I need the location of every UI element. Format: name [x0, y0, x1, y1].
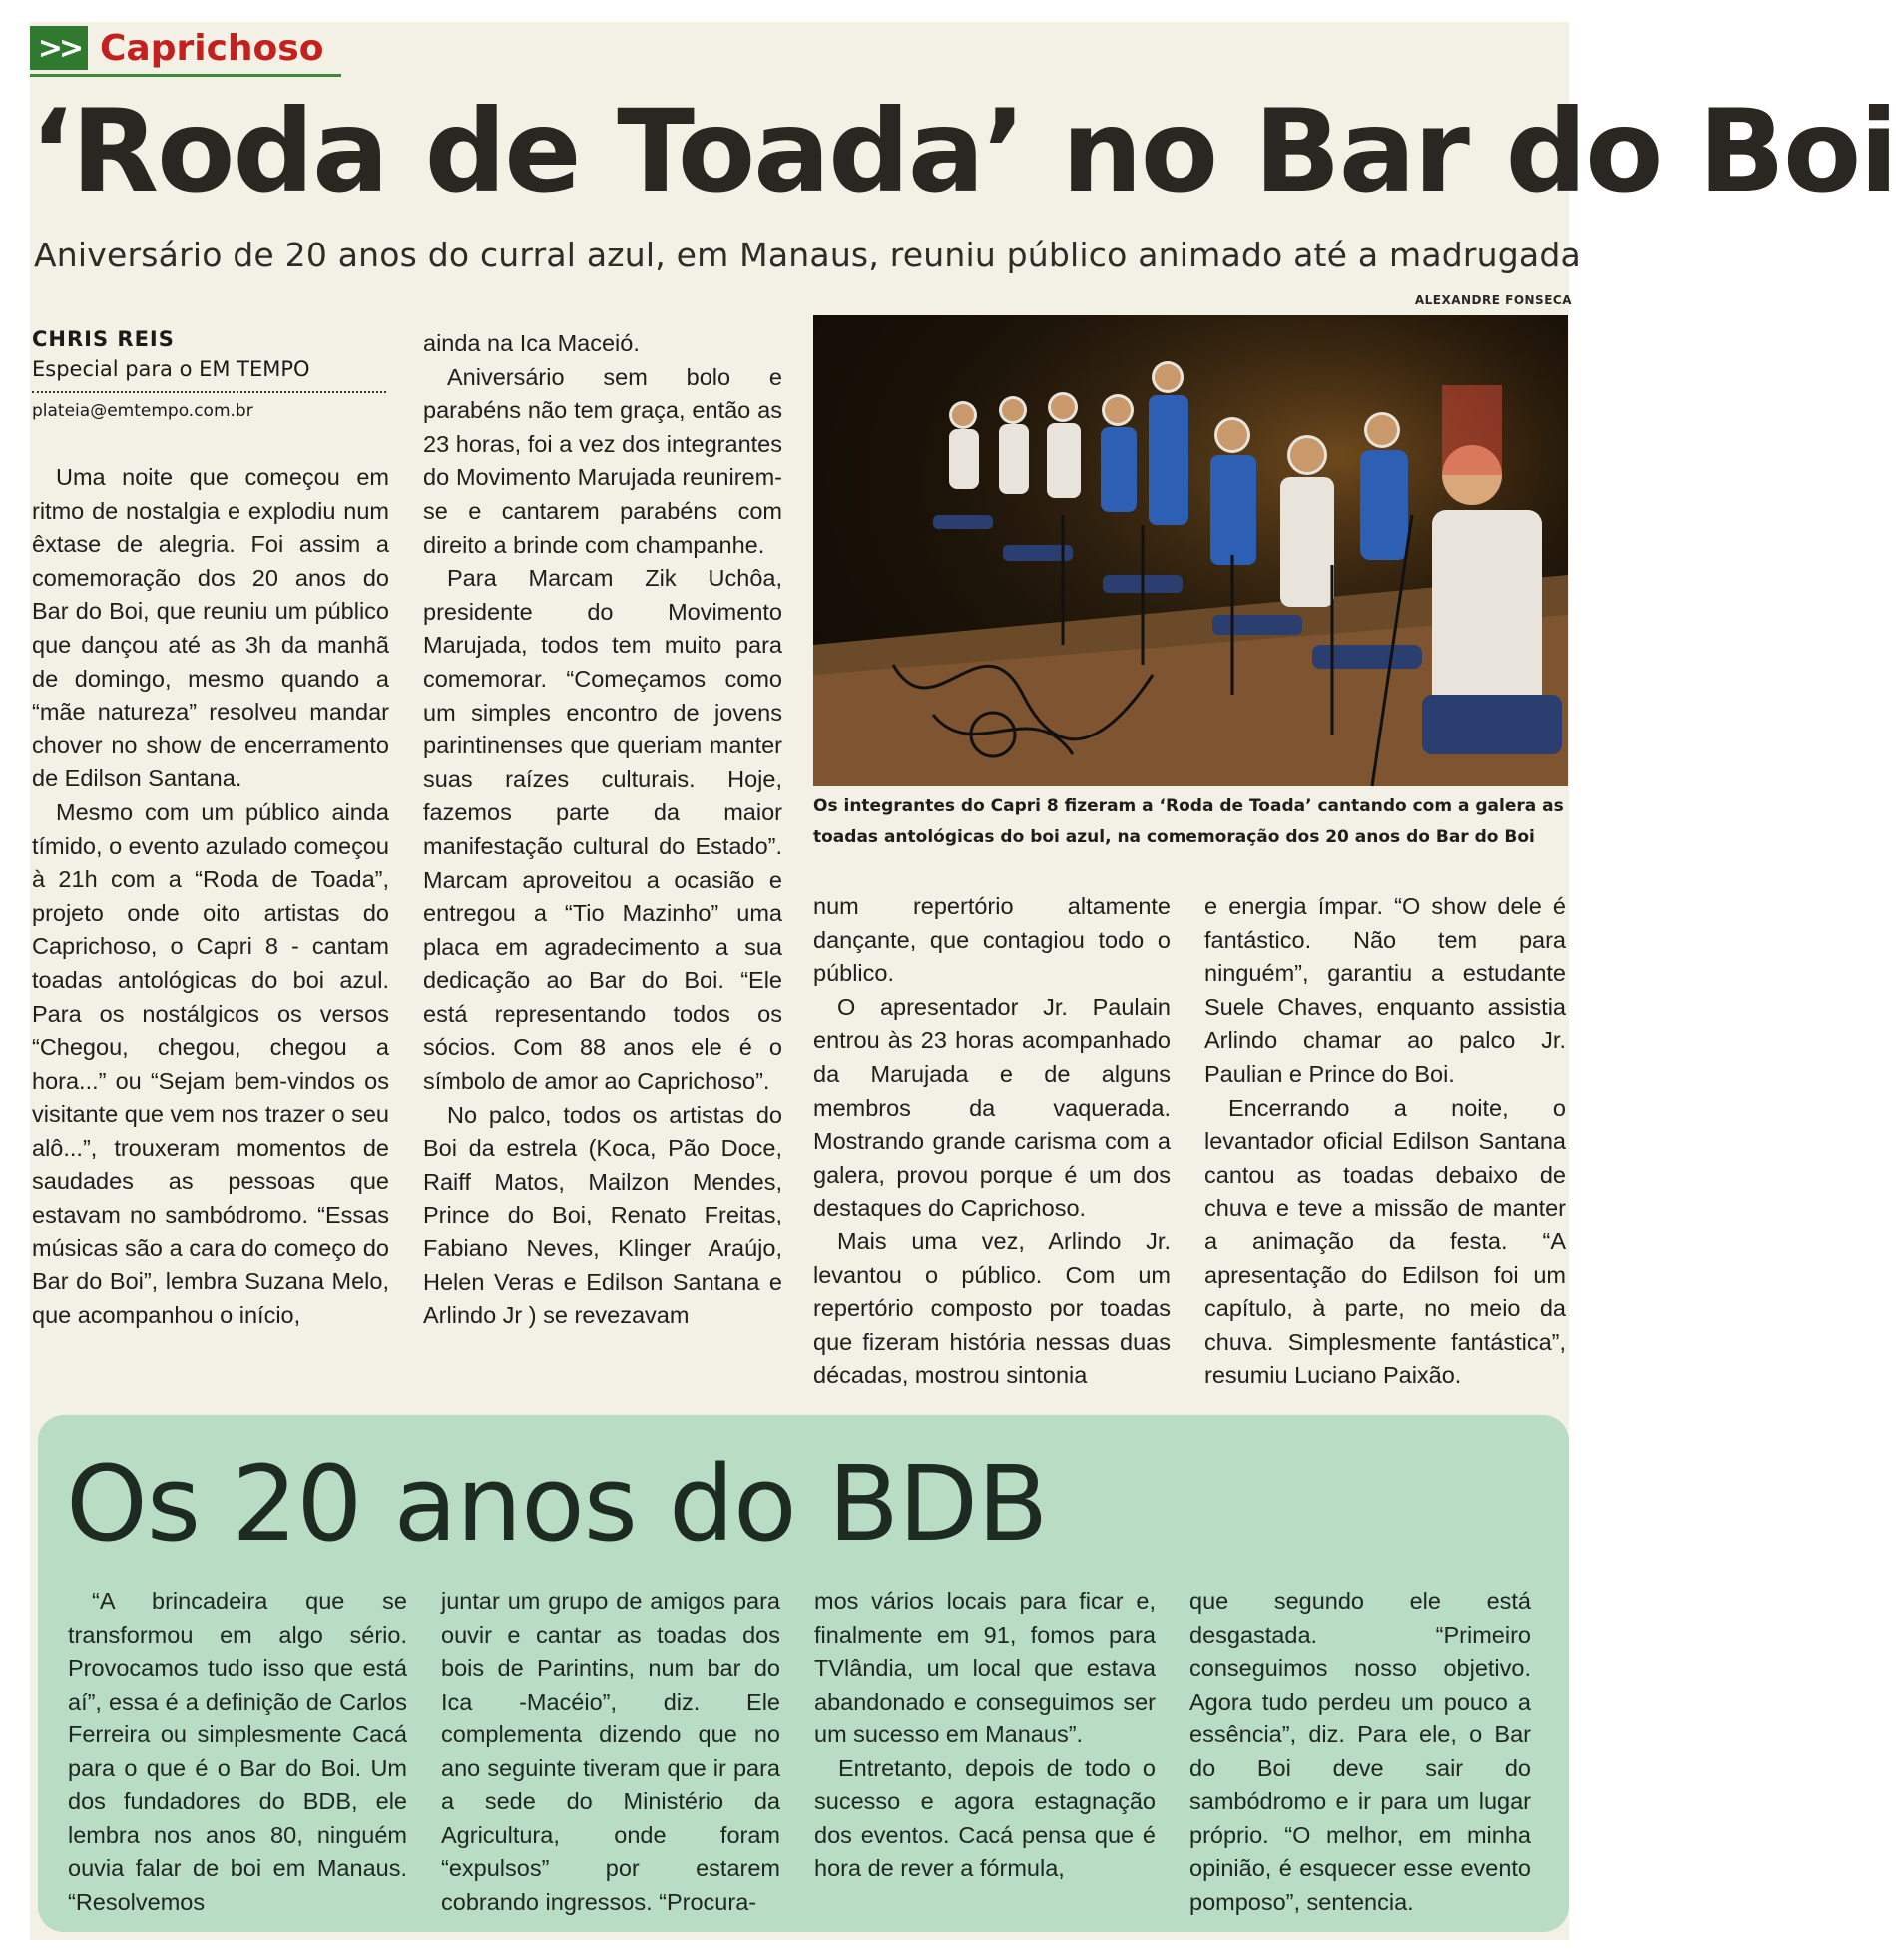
- paragraph: Mesmo com um público ainda tímido, o evento azulado começou à 21h com a “Roda de Toada”, projeto onde oito artistas do Caprichoso, o Capri 8 - cantam toadas antológicas do boi azul. Para os nostálgicos os versos “Chegou, chegou, chegou a hora...” ou “Sejam bem-vindos os visitante que vem nos trazer o seu alô...”, trouxeram momentos de saudades as pessoas que estavam no sambódromo. “Essas músicas são a cara do começo do Bar do Boi”, lembra Suzana Melo, que acompanhou o início,: [32, 798, 389, 1328]
- sidebar-column-3: [814, 1585, 1156, 1886]
- paragraph: Entretanto, depois de todo o sucesso e agora estagnação dos eventos. Cacá pensa que é hora de rever a fórmula,: [814, 1754, 1156, 1881]
- paragraph: O apresentador Jr. Paulain entrou às 23 horas acompanhado da Marujada e de alguns membros da vaquerada. Mostrando grande carisma com a galera, provou porque é um dos destaques do Caprichoso.: [813, 993, 1171, 1222]
- section-tag: [30, 22, 341, 77]
- photo-credit: ALEXANDRE FONSECA: [1414, 293, 1572, 307]
- article-column-2: [423, 327, 782, 1333]
- sidebar-column-4: [1189, 1585, 1531, 1919]
- event-photo: [813, 315, 1568, 786]
- byline: [32, 327, 391, 421]
- paragraph: num repertório altamente dançante, que contagiou todo o público.: [813, 893, 1171, 987]
- article-column-4: [1204, 890, 1566, 1393]
- subheadline: Aniversário de 20 anos do curral azul, em Manaus, reuniu público animado até a madrugada: [34, 236, 1581, 274]
- paragraph: mos vários locais para ficar e, finalmente em 91, fomos para TVlândia, um local que estava abandonado e conseguimos ser um sucesso em Manaus”.: [814, 1588, 1156, 1747]
- paragraph: Para Marcam Zik Uchôa, presidente do Movimento Marujada, todos tem muito para comemorar. “Começamos como um simples encontro de jovens parintinenses que queriam manter suas raízes culturais. Hoje, fazemos parte da maior manifestação cultural do Estado”. Marcam aproveitou a ocasião e entregou a “Tio Mazinho” uma placa em agradecimento a sua dedicação ao Bar do Boi. “Ele está representando todos os sócios. Com 88 anos ele é o símbolo de amor ao Caprichoso”.: [423, 565, 782, 1095]
- paragraph: No palco, todos os artistas do Boi da estrela (Koca, Pão Doce, Raiff Matos, Mailzon Mendes, Prince do Boi, Renato Freitas, Fabiano Neves, Klinger Araújo, Helen Veras e Edilson Santana e Arlindo Jr ) se revezavam: [423, 1101, 782, 1329]
- paragraph: e energia ímpar. “O show dele é fantástico. Não tem para ninguém”, garantiu a estudante Suele Chaves, enquanto assistia Arlindo chamar ao palco Jr. Paulian e Prince do Boi.: [1204, 893, 1566, 1087]
- author-email: plateia@emtempo.com.br: [32, 391, 386, 421]
- section-label: Caprichoso: [100, 27, 324, 69]
- headline: ‘Roda de Toada’ no Bar do Boi: [30, 85, 1896, 218]
- paragraph: que segundo ele está desgastada. “Primeiro conseguimos nosso objetivo. Agora tudo perdeu um pouco a essência”, diz. Para ele, o Bar do Boi deve sair do sambódromo e ir para um lugar próprio. “O melhor, em minha opinião, é esquecer esse evento pomposo”, sentencia.: [1189, 1588, 1531, 1915]
- paragraph: juntar um grupo de amigos para ouvir e cantar as toadas dos bois de Parintins, num bar do Ica -Macéio”, diz. Ele complementa dizendo que no ano seguinte tiveram que ir para a sede do Ministério da Agricultura, onde foram “expulsos” por estarem cobrando ingressos. “Procura-: [441, 1588, 780, 1915]
- article-column-1: [32, 461, 389, 1332]
- author-name: CHRIS REIS: [32, 327, 175, 351]
- article-column-3: [813, 890, 1171, 1393]
- paragraph: Mais uma vez, Arlindo Jr. levantou o público. Com um repertório composto por toadas que fizeram história nessas duas décadas, mostrou sintonia: [813, 1227, 1171, 1389]
- sidebar-title: Os 20 anos do BDB: [66, 1443, 1048, 1565]
- paragraph: Aniversário sem bolo e parabéns não tem graça, então as 23 horas, foi a vez dos integrantes do Movimento Marujada reunirem-se e cantarem parabéns com direito a brinde com champanhe.: [423, 363, 782, 558]
- photo-caption: Os integrantes do Capri 8 fizeram a ‘Roda de Toada’ cantando com a galera as toadas antológicas do boi azul, na comemoração dos 20 anos do Bar do Boi: [813, 796, 1564, 847]
- author-role: Especial para o EM TEMPO: [32, 357, 310, 381]
- sidebar-column-1: [68, 1585, 407, 1919]
- paragraph: ainda na Ica Maceió.: [423, 330, 640, 356]
- double-chevron-icon: >>: [30, 26, 88, 70]
- paragraph: Uma noite que começou em ritmo de nostalgia e explodiu num êxtase de alegria. Foi assim a comemoração dos 20 anos do Bar do Boi, que reuniu um público que dançou até as 3h da manhã de domingo, mesmo quando a “mãe natureza” resolveu mandar chover no show de encerramento de Edilson Santana.: [32, 464, 389, 792]
- paragraph: Encerrando a noite, o levantador oficial Edilson Santana cantou as toadas debaixo de chuva e teve a missão de manter a animação da festa. “A apresentação do Edilson foi um capítulo, à parte, no meio da chuva. Simplesmente fantástica”, resumiu Luciano Paixão.: [1204, 1094, 1566, 1389]
- sidebar-column-2: [441, 1585, 780, 1919]
- paragraph: “A brincadeira que se transformou em algo sério. Provocamos tudo isso que está aí”, essa é a definição de Carlos Ferreira ou simplesmente Cacá para o que é o Bar do Boi. Um dos fundadores do BDB, ele lembra nos anos 80, ninguém ouvia falar de boi em Manaus. “Resolvemos: [68, 1588, 407, 1915]
